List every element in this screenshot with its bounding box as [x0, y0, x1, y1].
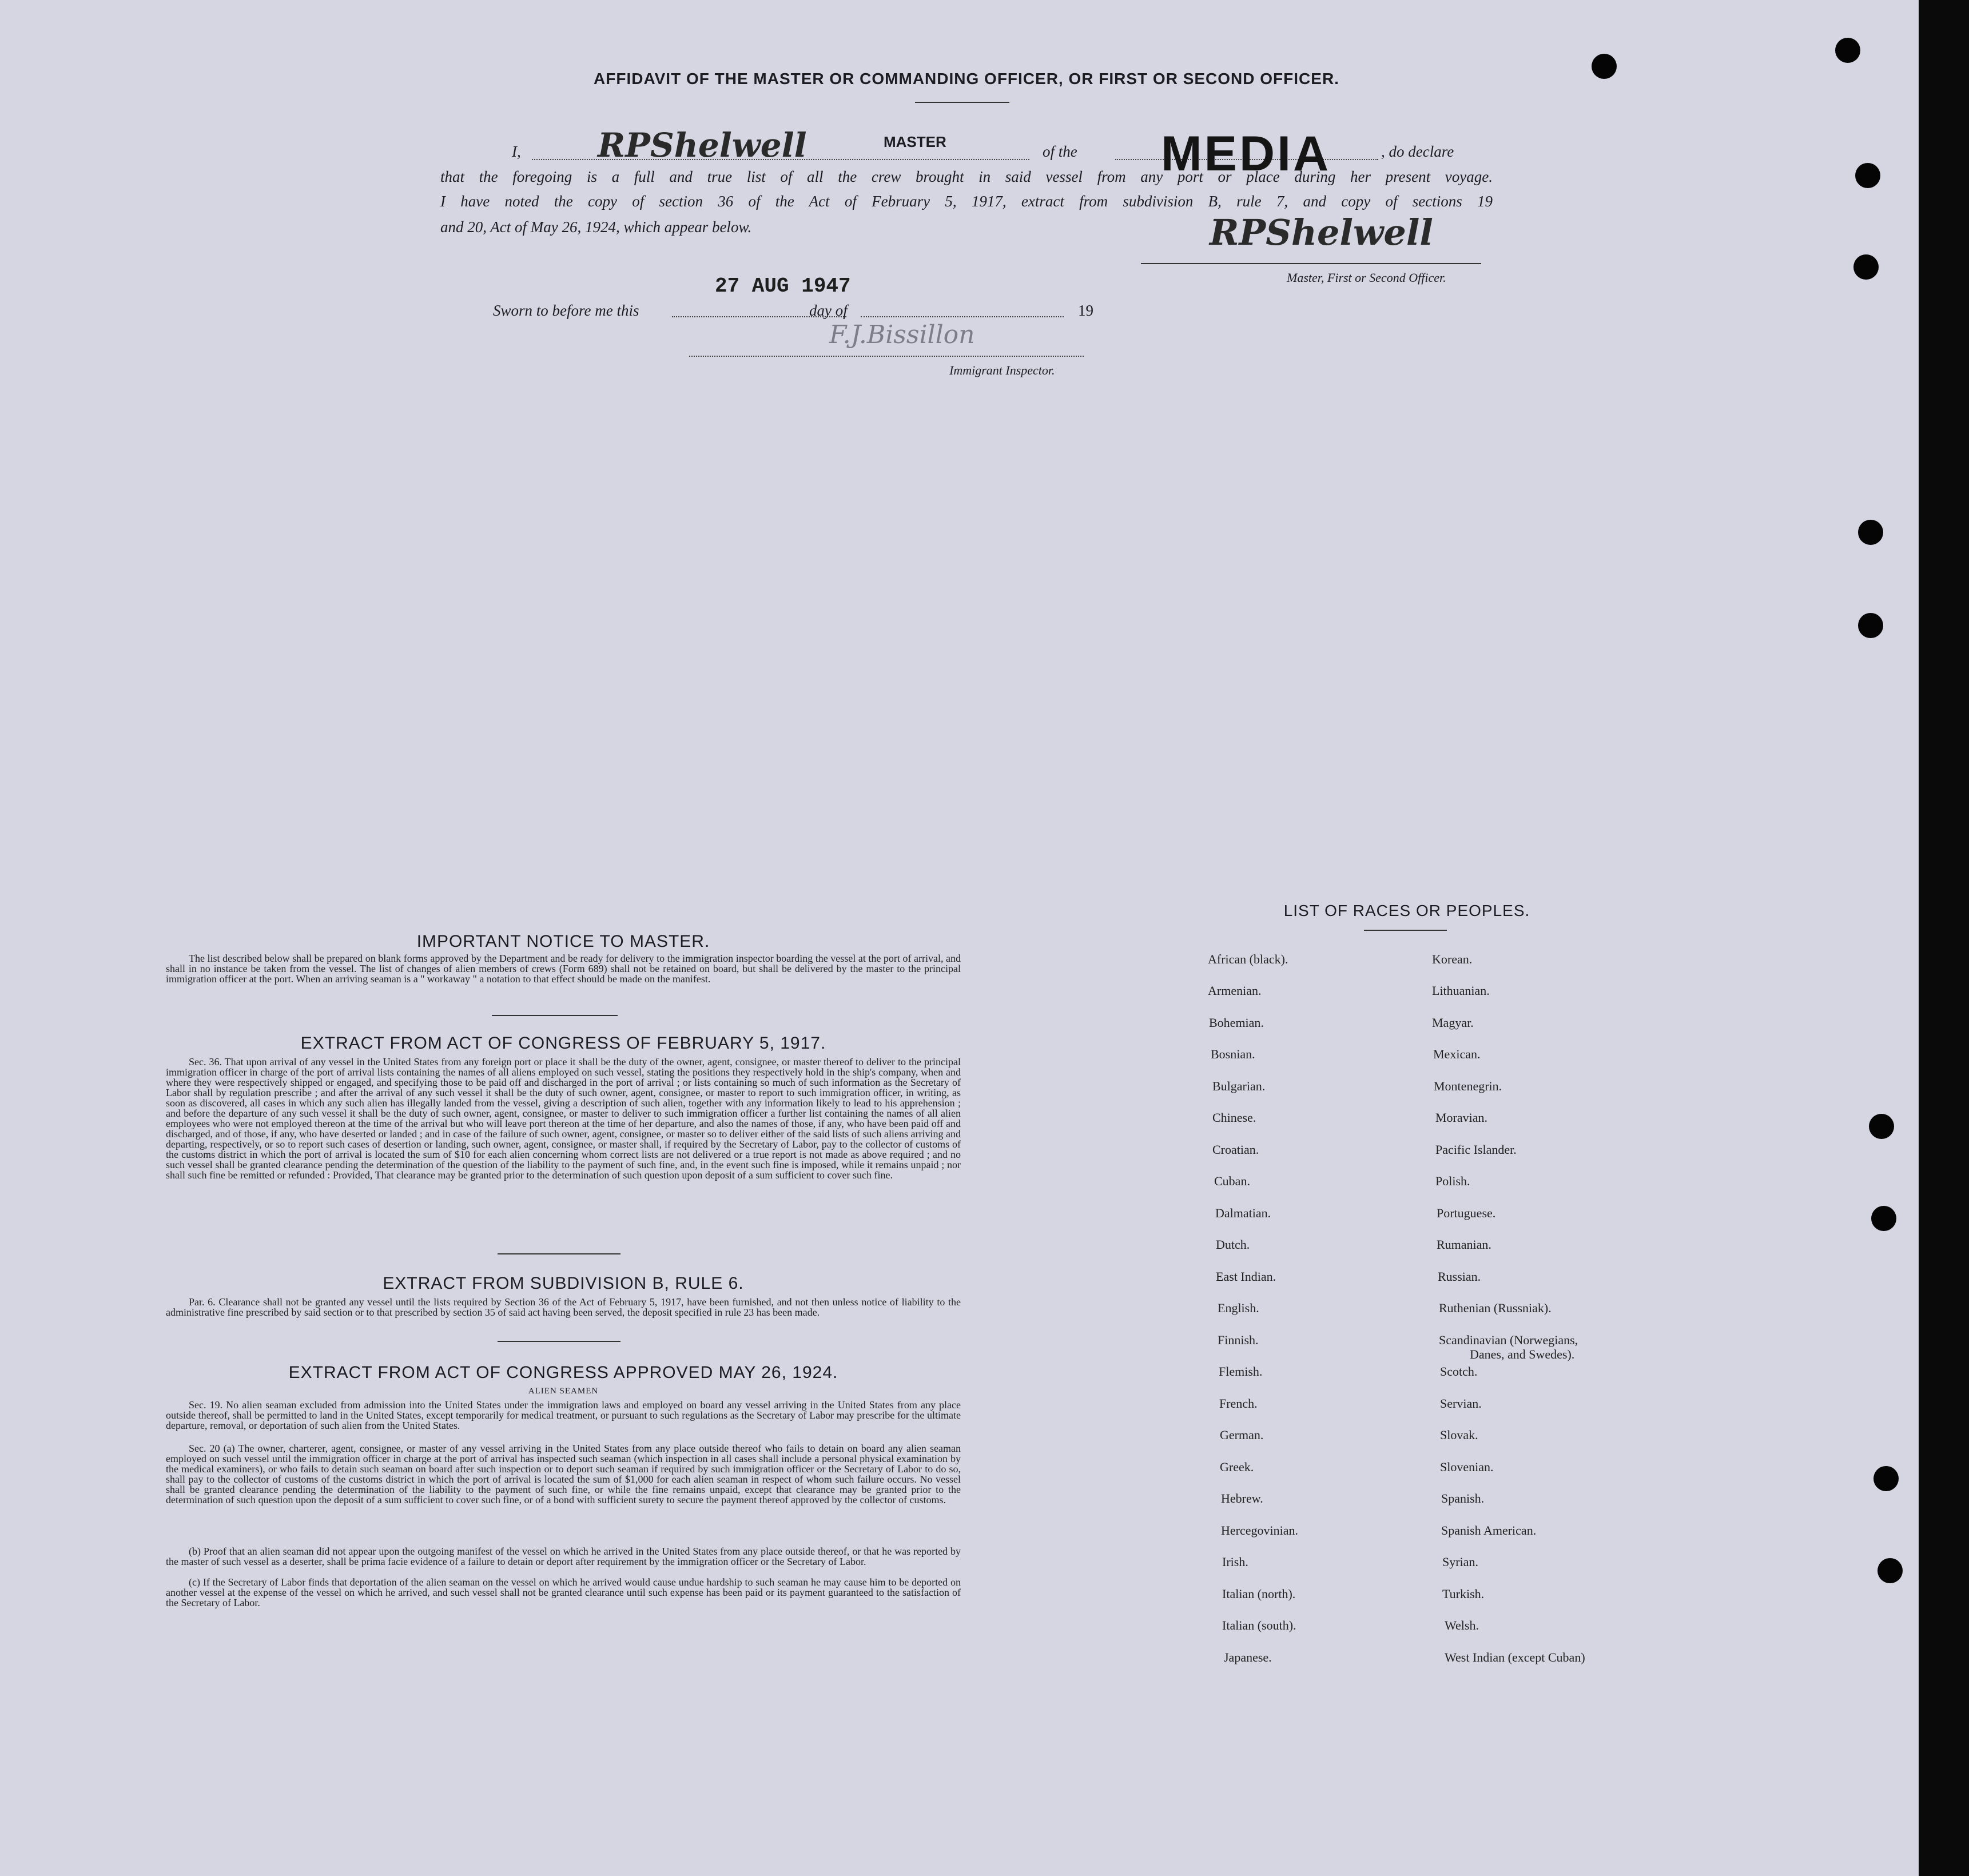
race-right-6: Moravian.	[1435, 1110, 1488, 1125]
do-declare-label: , do declare	[1381, 143, 1454, 160]
race-left-9: Dalmatian.	[1215, 1206, 1271, 1220]
month-fill	[861, 316, 1064, 317]
extract-1924-sec20b: (b) Proof that an alien seaman did not appear upon the outgoing manifest of the vessel on which he arrived in the United States from any place outside thereof, or that he was reported by the master of such vessel as a deserter, shall be prima facie evidence of a failure to detain or deport after requirement by the immigration officer or the Secretary of Labor.	[166, 1546, 961, 1567]
race-right-13-cont: Danes, and Swedes).	[1470, 1347, 1575, 1361]
race-right-19: Spanish American.	[1441, 1523, 1537, 1538]
affidavit-line-2: that the foregoing is a full and true list of all the crew brought in said vessel from any port or place during her present voyage.	[440, 168, 1493, 185]
vessel-name: MEDIA	[1161, 126, 1331, 181]
race-right-10: Rumanian.	[1437, 1237, 1491, 1252]
race-left-19: Hercegovinian.	[1221, 1523, 1298, 1538]
race-right-22: Welsh.	[1445, 1618, 1479, 1632]
year-prefix: 19	[1078, 302, 1093, 319]
race-right-4: Mexican.	[1433, 1047, 1481, 1061]
day-of-label: day of	[809, 302, 848, 319]
master-name-signature: RPShelwell	[598, 126, 807, 165]
punch-hole	[1592, 54, 1617, 79]
extract-1924-sec19: Sec. 19. No alien seaman excluded from admission into the United States under the immigration laws and employed on board any vessel arriving in the United States from any place outside thereof, shall be permitted to land in the United States, except temporarily for medical treatment, or pursuant to such regulations as the Secretary of Labor may prescribe for the ultimate departure, removal, or deportation of such alien from the United States.	[166, 1400, 961, 1431]
punch-hole	[1855, 163, 1880, 188]
race-left-17: Greek.	[1220, 1460, 1254, 1474]
punch-hole	[1853, 254, 1879, 280]
extract-1924-heading: EXTRACT FROM ACT OF CONGRESS APPROVED MAY 26, 1924.	[288, 1363, 838, 1382]
punch-hole	[1877, 1558, 1903, 1583]
race-right-15: Servian.	[1440, 1396, 1482, 1411]
race-left-14: Flemish.	[1219, 1364, 1263, 1379]
inspector-sig-line	[689, 356, 1084, 357]
of-the-label: of the	[1043, 143, 1077, 160]
race-left-7: Croatian.	[1212, 1142, 1259, 1157]
notice-divider	[492, 1015, 618, 1016]
inspector-caption: Immigrant Inspector.	[949, 363, 1055, 377]
title-divider	[915, 102, 1009, 103]
affidavit-line-3: I have noted the copy of section 36 of the Act of February 5, 1917, extract from subdivision B, rule 7, and copy of sections 19	[440, 193, 1493, 210]
race-right-7: Pacific Islander.	[1435, 1142, 1517, 1157]
extract-1917-body: Sec. 36. That upon arrival of any vessel in the United States from any foreign port or place it shall be the duty of the owner, agent, consignee, or master thereof to deliver to the principal immigration officer in charge of the port of arrival lists containing the names of all aliens employed on such vessel, stating the positions they respectively hold in the ship's company, when and where they were respectively shipped or engaged, and specifying those to be paid off and discharged in the port of arrival ; or lists containing so much of such information as the Secretary of Labor shall by regulation prescribe ; and after the arrival of any such vessel it shall be the duty of such owner, agent, consignee, or master to report to such immigration officer, in writing, as soon as discovered, all cases in which any such alien has illegally landed from the vessel, giving a description of such alien, together with any information likely to lead to his apprehension ; and before the departure of any such vessel it shall be the duty of such owner, agent, consignee, or master to deliver to such immigration officer a further list containing the names of all alien employees who were not employed thereon at the time of the arrival but who will leave port thereon at the time of her departure, and also the names of those, if any, who have been paid off and discharged, and of those, if any, who have deserted or landed ; and in case of the failure of such owner, agent, consignee, or master so to deliver either of the said lists of such aliens arriving and departing, respectively, or so to report such cases of desertion or landing, such owner, agent, consignee, or master shall, if required by the Secretary of Labor, pay to the collector of customs of the customs district in which the port of arrival is located the sum of $10 for each alien concerning whom correct lists are not delivered or a true report is not made as above required ; and no such vessel shall be granted clearance pending the determination of the question of the liability to the payment of such fine, and, in the event such fine is imposed, while it remains unpaid ; nor shall such fine be remitted or refunded : Provided, That clearance may be granted prior to the determination of such question upon deposit of a sum sufficient to cover such fine.	[166, 1057, 961, 1181]
race-right-20: Syrian.	[1442, 1555, 1478, 1569]
race-right-13: Scandinavian (Norwegians,	[1439, 1333, 1578, 1347]
race-left-13: Finnish.	[1218, 1333, 1259, 1347]
race-right-16: Slovak.	[1440, 1428, 1478, 1442]
races-title: LIST OF RACES OR PEOPLES.	[1283, 902, 1530, 919]
races-divider	[1364, 930, 1447, 931]
extract-1924-sec20c: (c) If the Secretary of Labor finds that deportation of the alien seaman on the vessel on which he arrived would cause undue hardship to such seaman he may cause him to be deported on another vessel at the expense of the vessel on which he arrived, and such vessel shall not be granted clearance until such expense has been paid or its payment guaranteed to the satisfaction of the Secretary of Labor.	[166, 1577, 961, 1608]
race-right-9: Portuguese.	[1437, 1206, 1496, 1220]
affidavit-intro: I,	[512, 143, 521, 160]
race-right-1: Korean.	[1432, 952, 1473, 966]
affidavit-line-4: and 20, Act of May 26, 1924, which appear below.	[440, 218, 752, 236]
race-right-23: West Indian (except Cuban)	[1445, 1650, 1585, 1664]
signer-caption: Master, First or Second Officer.	[1287, 270, 1446, 285]
extract-1917-heading: EXTRACT FROM ACT OF CONGRESS OF FEBRUARY 5, 1917.	[300, 1034, 826, 1053]
affidavit-title: AFFIDAVIT OF THE MASTER OR COMMANDING OFFICER, OR FIRST OR SECOND OFFICER.	[594, 70, 1339, 87]
extract-1917-divider	[498, 1253, 620, 1254]
race-right-18: Spanish.	[1441, 1491, 1485, 1505]
punch-hole	[1835, 38, 1860, 63]
rank-label: MASTER	[884, 133, 946, 150]
race-left-23: Japanese.	[1224, 1650, 1272, 1664]
race-left-20: Irish.	[1222, 1555, 1248, 1569]
race-left-5: Bulgarian.	[1212, 1079, 1266, 1093]
punch-hole	[1869, 1114, 1894, 1139]
alien-seamen-subheading: ALIEN SEAMEN	[528, 1387, 599, 1396]
race-right-5: Montenegrin.	[1434, 1079, 1502, 1093]
race-right-11: Russian.	[1438, 1269, 1481, 1284]
race-right-14: Scotch.	[1440, 1364, 1478, 1379]
race-left-11: East Indian.	[1216, 1269, 1276, 1284]
race-right-17: Slovenian.	[1440, 1460, 1494, 1474]
sworn-label: Sworn to before me this	[493, 302, 639, 319]
race-left-8: Cuban.	[1214, 1174, 1250, 1188]
race-left-3: Bohemian.	[1209, 1015, 1264, 1030]
race-right-8: Polish.	[1435, 1174, 1470, 1188]
subdivision-heading: EXTRACT FROM SUBDIVISION B, RULE 6.	[383, 1274, 744, 1293]
race-left-12: English.	[1218, 1301, 1259, 1315]
race-left-18: Hebrew.	[1221, 1491, 1263, 1505]
race-left-10: Dutch.	[1216, 1237, 1250, 1252]
race-left-16: German.	[1220, 1428, 1264, 1442]
race-left-6: Chinese.	[1212, 1110, 1256, 1125]
master-signature: RPShelwell	[1210, 212, 1433, 253]
race-left-1: African (black).	[1208, 952, 1288, 966]
race-left-21: Italian (north).	[1222, 1587, 1296, 1601]
subdivision-divider	[498, 1341, 620, 1342]
notice-heading: IMPORTANT NOTICE TO MASTER.	[416, 932, 710, 951]
race-right-3: Magyar.	[1432, 1015, 1474, 1030]
extract-1924-sec20a: Sec. 20 (a) The owner, charterer, agent, consignee, or master of any vessel arriving in the United States from any place outside thereof who fails to detain on board any alien seaman employed on such vessel until the immigration officer in charge at the port of arrival has inspected such seaman (which inspection in all cases shall include a personal physical examination by the medical examiners), or who fails to detain such seaman on board after such inspection or to deport such seaman if required by such immigration officer or the Secretary of Labor to do so, shall pay to the collector of customs of the customs district in which the port of arrival is located the sum of $1,000 for each alien seaman in respect of whom such failure occurs. No vessel shall be granted clearance pending the determination of the liability to the payment of such fine, or while the fine remains unpaid, except that clearance may be granted prior to the determination of such question upon the deposit of a sum sufficient to cover such fine, or of a bond with sufficient surety to secure the payment thereof approved by the collector of customs.	[166, 1443, 961, 1505]
race-left-2: Armenian.	[1208, 983, 1262, 998]
inspector-signature: F.J.Bissillon	[829, 320, 975, 349]
race-left-4: Bosnian.	[1211, 1047, 1255, 1061]
race-left-15: French.	[1219, 1396, 1258, 1411]
signature-line	[1141, 263, 1481, 264]
date-stamp: 27 AUG 1947	[715, 274, 851, 298]
punch-hole	[1873, 1466, 1899, 1491]
race-right-2: Lithuanian.	[1432, 983, 1490, 998]
punch-hole	[1858, 520, 1883, 545]
punch-hole	[1858, 613, 1883, 638]
subdivision-body: Par. 6. Clearance shall not be granted any vessel until the lists required by Section 36 of the Act of February 5, 1917, have been furnished, and not then unless notice of liability to the administrative fine prescribed by said section or to that prescribed by section 35 of said act having been served, the deposit specified in rule 23 has been made.	[166, 1297, 961, 1318]
punch-hole	[1871, 1206, 1896, 1231]
race-right-21: Turkish.	[1442, 1587, 1485, 1601]
race-right-12: Ruthenian (Russniak).	[1439, 1301, 1552, 1315]
race-left-22: Italian (south).	[1222, 1618, 1296, 1632]
notice-body: The list described below shall be prepared on blank forms approved by the Department and be ready for delivery to the immigration inspector boarding the vessel at the port of arrival, and shall in no instance be taken from the vessel. The list of changes of alien members of crews (Form 689) shall not be retained on board, but shall be delivered by the master to the principal immigration officer at the port. When an arriving seaman is a " workaway " a notation to that effect should be made on the manifest.	[166, 953, 961, 985]
